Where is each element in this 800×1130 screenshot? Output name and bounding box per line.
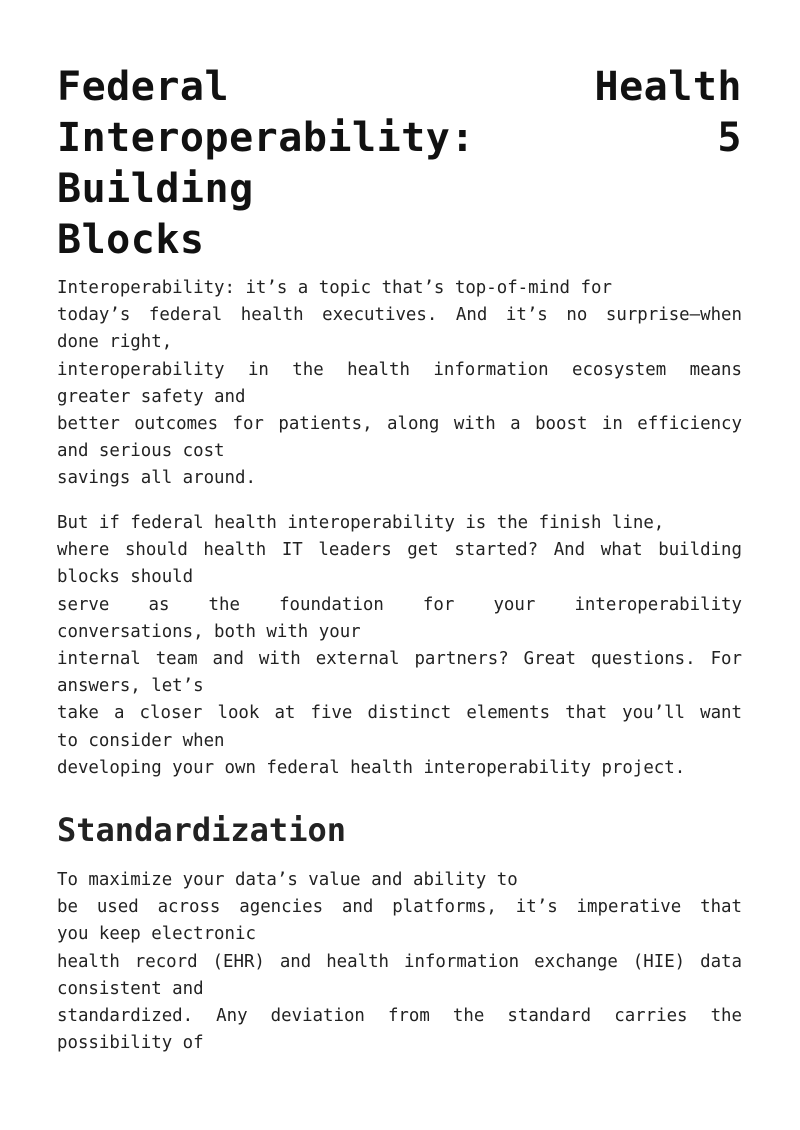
text-line: health record (EHR) and health information exchange (HIE) data (57, 951, 742, 972)
title-line: Federal Health (57, 64, 742, 110)
text-line: answers, let’s (57, 676, 204, 697)
text-line: conversations, both with your (57, 621, 361, 642)
title-line: Blocks (57, 217, 205, 263)
text-line: better outcomes for patients, along with a boost in efficiency (57, 414, 742, 435)
text-line: Interoperability: it’s a topic that’s top-of-mind for (57, 278, 612, 298)
text-line: where should health IT leaders get started? And what building (57, 540, 742, 561)
text-line: take a closer look at five distinct elements that you’ll want (57, 703, 742, 724)
text-line: interoperability in the health information ecosystem means (57, 359, 742, 380)
text-line: done right, (57, 332, 173, 353)
text-line: today’s federal health executives. And it’s no surprise—when (57, 305, 742, 326)
text-line: standardized. Any deviation from the standard carries the (57, 1006, 742, 1027)
text-line: you keep electronic (57, 924, 256, 945)
text-line: to consider when (57, 730, 225, 751)
text-line: blocks should (57, 567, 194, 588)
text-line: To maximize your data’s value and ability to (57, 870, 518, 890)
second-paragraph (57, 510, 742, 782)
text-line: serve as the foundation for your interoperability (57, 594, 742, 615)
text-line: internal team and with external partners? Great questions. For (57, 649, 742, 670)
text-line: But if federal health interoperability is the finish line, (57, 513, 665, 533)
article-title (57, 62, 742, 266)
title-line: Interoperability: 5 Building (57, 115, 742, 212)
text-line: be used across agencies and platforms, it’s imperative that (57, 897, 742, 918)
text-line: savings all around. (57, 468, 256, 489)
text-line: and serious cost (57, 441, 225, 462)
section-paragraph (57, 867, 742, 1057)
text-line: possibility of (57, 1033, 204, 1054)
text-line: consistent and (57, 978, 204, 999)
text-line: developing your own federal health interoperability project. (57, 757, 686, 778)
intro-paragraph (57, 275, 742, 493)
text-line: greater safety and (57, 386, 246, 407)
section-heading: Standardization (57, 811, 346, 849)
